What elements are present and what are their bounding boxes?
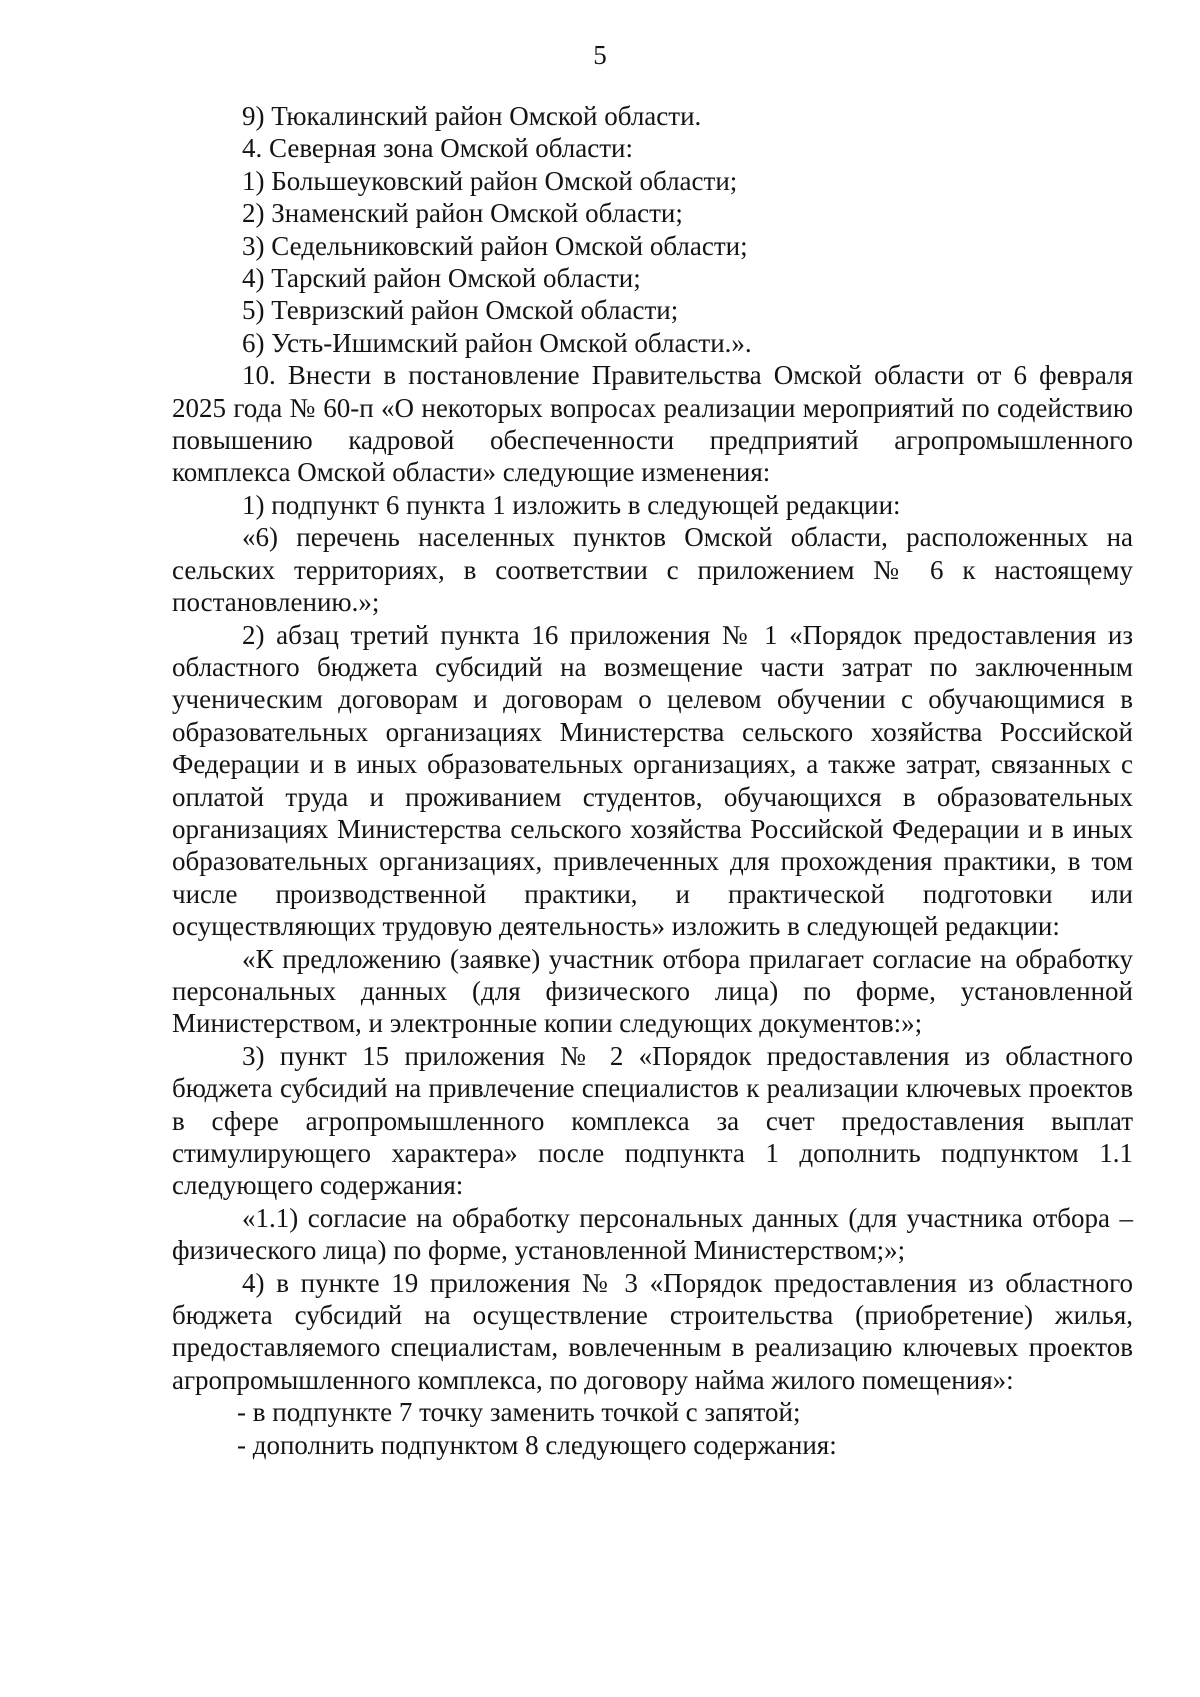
paragraph-dash-replace: - в подпункте 7 точку заменить точкой с запятой;: [237, 1397, 801, 1428]
page-number: 5: [593, 40, 607, 70]
paragraph-subitem-1: 1) подпункт 6 пункта 1 изложить в следующей редакции:: [242, 489, 901, 520]
document-body: [172, 100, 1133, 1461]
paragraph-dash-add: - дополнить подпунктом 8 следующего содержания:: [237, 1429, 837, 1460]
paragraph-subitem-3: 3) пункт 15 приложения № 2 «Порядок предоставления из областного бюджета субсидий на привлечение специалистов к реализации ключевых проектов в сфере агропромышленного комплекса за счет предоставления выплат стимулирующего характера» после подпункта 1 дополнить подпунктом 1.1 следующего содержания:: [172, 1040, 1133, 1201]
paragraph-sedelnikovsky: 3) Седельниковский район Омской области;: [242, 230, 748, 261]
paragraph-subitem-2: 2) абзац третий пункта 16 приложения № 1 «Порядок предоставления из областного бюджета субсидий на возмещение части затрат по заключенным ученическим договорам и договорам о целевом обучении с обучающимися в образовательных организациях Министерства сельского хозяйства Российской Федерации и в иных образовательных организациях, а также затрат, связанных с оплатой труда и проживанием студентов, обучающихся в образовательных организациях Министерства сельского хозяйства Российской Федерации и в иных образовательных организациях, привлеченных для прохождения практики, в том числе производственной практики, и практической подготовки или осуществляющих трудовую деятельность» изложить в следующей редакции:: [172, 619, 1133, 942]
paragraph-ust-ishimsky: 6) Усть-Ишимский район Омской области.».: [242, 327, 752, 358]
paragraph-tyukalinsky: 9) Тюкалинский район Омской области.: [242, 101, 702, 131]
paragraph-tarsky: 4) Тарский район Омской области;: [242, 263, 641, 294]
paragraph-quote-1-1: «1.1) согласие на обработку персональных данных (для участника отбора – физического лица) по форме, установленной Министерством;»;: [172, 1202, 1133, 1266]
paragraph-znamensky: 2) Знаменский район Омской области;: [242, 198, 683, 229]
paragraph-bolsheukovsky: 1) Большеуковский район Омской области;: [242, 165, 738, 196]
paragraph-item-10: 10. Внести в постановление Правительства Омской области от 6 февраля 2025 года № 60-п «О некоторых вопросах реализации мероприятий по содействию повышению кадровой обеспеченности предприятий агропромышленного комплекса Омской области» следующие изменения:: [172, 360, 1133, 488]
paragraph-quote-6: «6) перечень населенных пунктов Омской области, расположенных на сельских территориях, в соответствии с приложением № 6 к настоящему постановлению.»;: [172, 522, 1133, 618]
paragraph-subitem-4: 4) в пункте 19 приложения № 3 «Порядок предоставления из областного бюджета субсидий на осуществление строительства (приобретение) жилья, предоставляемого специалистам, вовлеченным в реализацию ключевых проектов агропромышленного комплекса, по договору найма жилого помещения»:: [172, 1267, 1133, 1395]
paragraph-tevrizsky: 5) Тевризский район Омской области;: [242, 295, 679, 326]
paragraph-quote-application: «К предложению (заявке) участник отбора прилагает согласие на обработку персональных данных (для физического лица) по форме, установленной Министерством, и электронные копии следующих документов:»;: [172, 943, 1133, 1039]
paragraph-northern-zone: 4. Северная зона Омской области:: [242, 133, 633, 164]
